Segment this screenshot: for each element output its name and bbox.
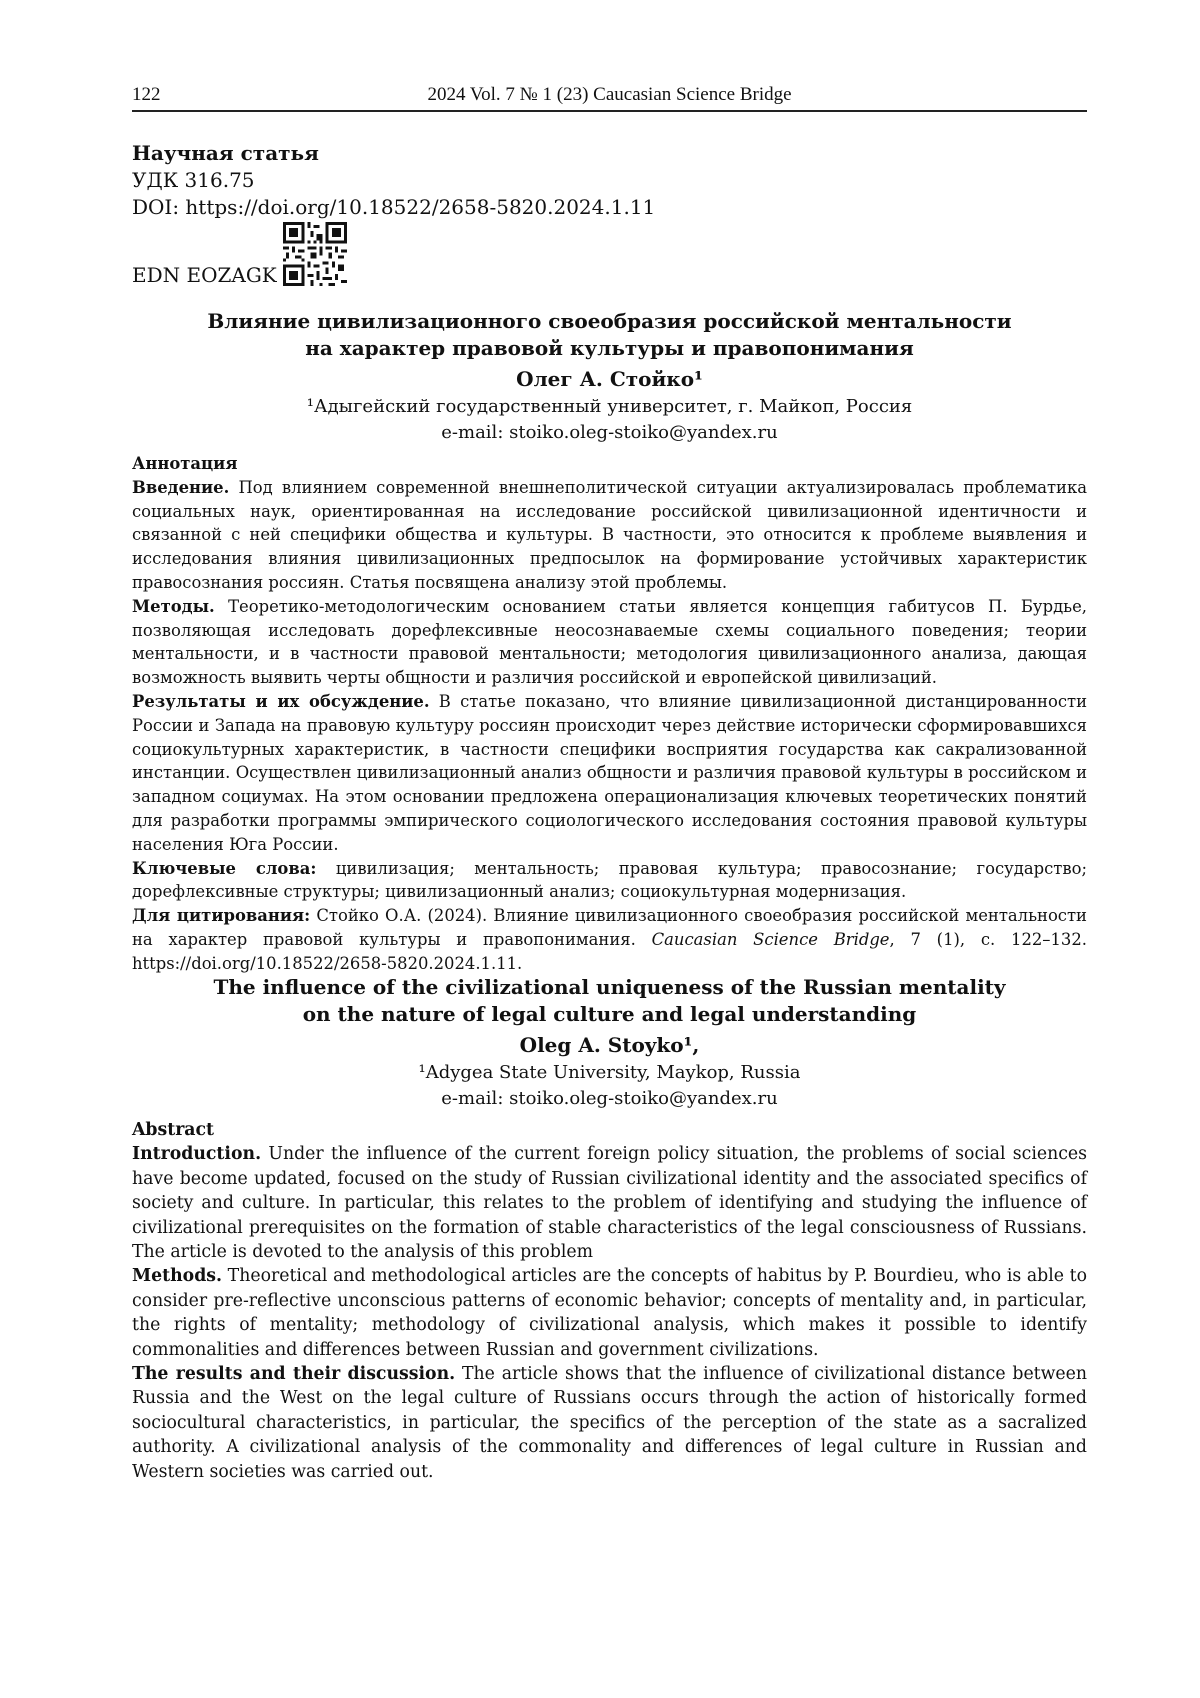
- ru-abstract: [132, 452, 1087, 976]
- en-title-line-1: The influence of the civilizational uniqueness of the Russian mentality: [213, 975, 1006, 999]
- ru-keywords-text: цивилизация; ментальность; правовая культура; правосознание; государство; дорефлексивные структуры; цивилизационный анализ; социокультурная модернизация.: [132, 858, 1087, 902]
- en-affiliation: ¹Adygea State University, Maykop, Russia: [418, 1062, 801, 1083]
- en-title-block: [132, 974, 1087, 1112]
- doi-link[interactable]: DOI: https://doi.org/10.18522/2658-5820.2024.1.11: [132, 195, 656, 219]
- ru-affiliation: ¹Адыгейский государственный университет, г. Майкоп, Россия: [306, 396, 913, 417]
- ru-citation-text: Стойко О.А. (2024). Влияние цивилизационного своеобразия российской ментальности на характер правовой культуры и правопонимания.: [132, 906, 1087, 949]
- ru-methods: [132, 595, 1087, 690]
- article-front-matter: [132, 140, 655, 286]
- en-abstract-heading: Abstract: [132, 1120, 215, 1140]
- ru-intro-label: Введение.: [132, 477, 230, 497]
- ru-introduction: [132, 476, 1087, 595]
- ru-results: [132, 690, 1087, 857]
- en-results: [132, 1362, 1087, 1484]
- ru-citation-doi[interactable]: , 7 (1), с. 122–132. https://doi.org/10.18522/2658-5820.2024.1.11.: [132, 929, 1087, 973]
- en-abstract: [132, 1118, 1087, 1484]
- page-number: 122: [132, 84, 161, 105]
- journal-issue: 2024 Vol. 7 № 1 (23) Caucasian Science Bridge: [427, 84, 792, 105]
- ru-results-label: Результаты и их обсуждение.: [132, 691, 430, 711]
- ru-title-line-1: Влияние цивилизационного своеобразия российской ментальности: [207, 309, 1012, 333]
- en-title-line-2: on the nature of legal culture and legal understanding: [302, 1002, 917, 1026]
- ru-citation-label: Для цитирования:: [132, 906, 311, 926]
- ru-methods-label: Методы.: [132, 596, 215, 616]
- en-results-text: The article shows that the influence of civilizational distance between Russia and the West on the legal culture of Russians occurs through the action of historically formed sociocultural characteristics, in particular, the specifics of the perception of the state as a sacralized authority. A civilizational analysis of the commonality and differences of legal culture in Russian and Western societies was carried out.: [132, 1364, 1087, 1482]
- en-methods-text: Theoretical and methodological articles are the concepts of habitus by P. Bourdieu, who is able to consider pre-reflective unconscious patterns of economic behavior; concepts of mentality and, in particular, the rights of mentality; methodology of civilizational analysis, which makes it possible to identify commonalities and differences between Russian and government civilizations.: [132, 1266, 1087, 1360]
- en-methods: [132, 1264, 1087, 1362]
- en-introduction: [132, 1142, 1087, 1264]
- ru-methods-text: Теоретико-методологическим основанием статьи является концепция габитусов П. Бурдье, позволяющая исследовать дорефлексивные неосознаваемые схемы социального поведения; теории ментальности, и в частности правовой ментальности; методология цивилизационного анализа, дающая возможность выявить черты общности и различия российской и европейской цивилизаций.: [132, 596, 1087, 688]
- ru-keywords-label: Ключевые слова:: [132, 858, 317, 878]
- en-author: Oleg A. Stoyko¹,: [519, 1033, 700, 1057]
- en-methods-label: Methods.: [132, 1266, 223, 1287]
- ru-intro-text: Под влиянием современной внешнеполитической ситуации актуализировалась проблематика социальных наук, ориентированная на исследование российской цивилизационной идентичности и связанной с ней специфики общества и культуры. В частности, это относится к проблеме выявления и исследования влияния цивилизационных предпосылок на формирование устойчивых характеристик правосознания россиян. Статья посвящена анализу этой проблемы.: [132, 477, 1087, 592]
- qr-code-icon: [283, 222, 347, 286]
- ru-citation-journal: Caucasian Science Bridge: [651, 929, 890, 949]
- ru-keywords: [132, 857, 1087, 905]
- article-type: Научная статья: [132, 141, 319, 165]
- ru-title-block: [132, 308, 1087, 446]
- ru-abstract-heading: Аннотация: [132, 454, 238, 473]
- en-intro-text: Under the influence of the current foreign policy situation, the problems of social sciences have become updated, focused on the study of Russian civilizational identity and the associated specifics of society and culture. In particular, this relates to the problem of identifying and studying the influence of civilizational prerequisites on the formation of stable characteristics of the legal consciousness of Russians. The article is devoted to the analysis of this problem: [132, 1144, 1087, 1263]
- edn-row: [132, 222, 655, 286]
- ru-citation: [132, 904, 1087, 975]
- ru-title-line-2: на характер правовой культуры и правопонимания: [305, 336, 914, 360]
- udc-code: УДК 316.75: [132, 168, 255, 192]
- ru-author: Олег А. Стойко¹: [516, 367, 703, 391]
- en-article-title: [132, 974, 1087, 1028]
- edn-code: EDN EOZAGK: [132, 263, 277, 287]
- ru-email[interactable]: e-mail: stoiko.oleg-stoiko@yandex.ru: [441, 422, 778, 443]
- en-results-label: The results and their discussion.: [132, 1364, 456, 1385]
- running-header: [132, 84, 1087, 112]
- en-intro-label: Introduction.: [132, 1144, 262, 1165]
- ru-article-title: [132, 308, 1087, 362]
- en-email[interactable]: e-mail: stoiko.oleg-stoiko@yandex.ru: [441, 1088, 778, 1109]
- ru-results-text: В статье показано, что влияние цивилизационной дистанцированности России и Запада на правовую культуру россиян происходит через действие исторически сформировавшихся социокультурных характеристик, в частности специфики восприятия государства как сакрализованной инстанции. Осуществлен цивилизационный анализ общности и различия правовой культуры в российском и западном социумах. На этом основании предложена операционализация ключевых теоретических понятий для разработки программы эмпирического социологического исследования состояния правовой культуры населения Юга России.: [132, 691, 1088, 854]
